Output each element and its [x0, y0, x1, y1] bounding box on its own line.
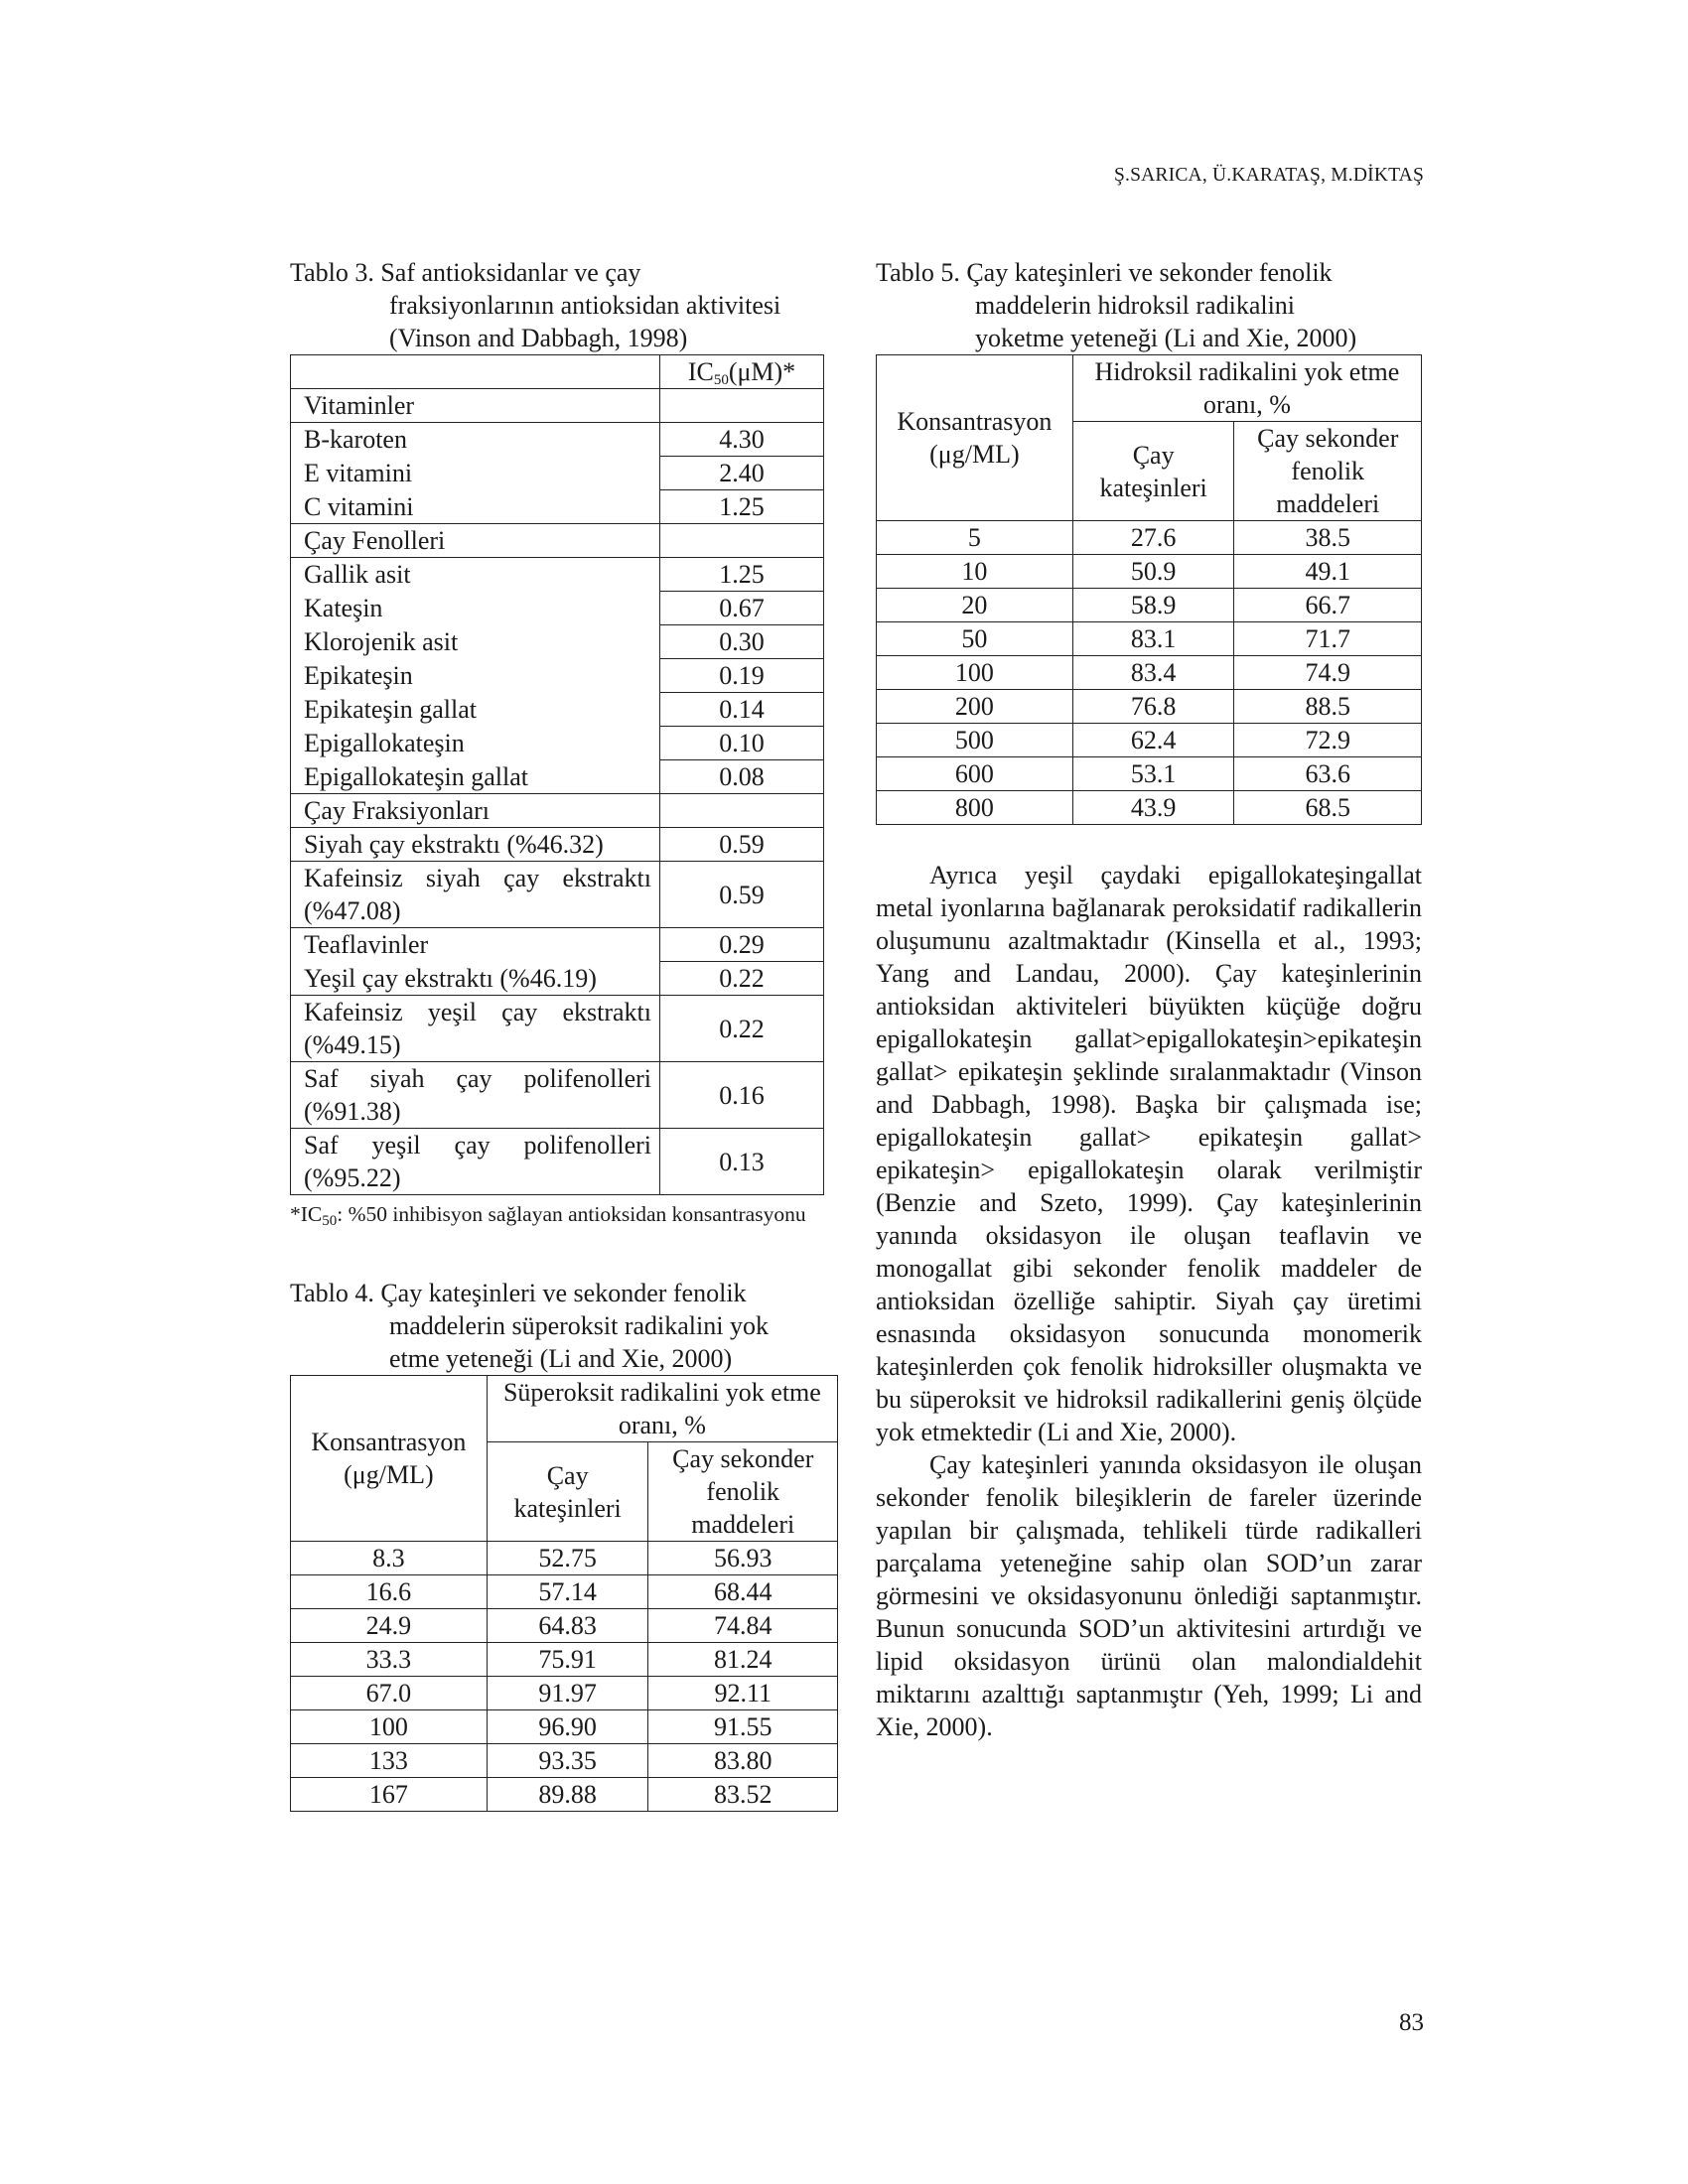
- table3-value-cell: 0.59: [660, 828, 824, 862]
- table3-value-cell: 0.59: [660, 862, 824, 928]
- table5-cell: 49.1: [1234, 555, 1422, 589]
- left-column: [290, 256, 826, 1812]
- table5-cell: 5: [877, 521, 1073, 555]
- table5-cell: 53.1: [1072, 757, 1234, 791]
- body-paragraph: Çay kateşinleri yanında oksidasyon ile oluşan sekonder fenolik bileşiklerin de fareler üzerinde yapılan bir çalışmada, tehlikeli türde radikalleri parçalama yeteneğine sahip olan SOD’un zarar görmesini ve oksidasyonunu önlediği saptanmıştır. Bunun sonucunda SOD’un aktivitesini artırdığı ve lipid oksidasyon ürünü olan malondialdehit miktarını azalttığı saptanmıştır (Yeh, 1999; Li and Xie, 2000).: [876, 1450, 1422, 1741]
- table4-row: [291, 1643, 838, 1677]
- table3-name-cell: Epigallokateşin: [291, 727, 660, 760]
- table5-row: [877, 521, 1422, 555]
- table5-cell: 38.5: [1234, 521, 1422, 555]
- table3-value-cell: 0.08: [660, 760, 824, 794]
- table3-row: [291, 659, 824, 693]
- table3-row: [291, 693, 824, 727]
- table3-name-cell: Yeşil çay ekstraktı (%46.19): [291, 962, 660, 996]
- table4-row: [291, 1778, 838, 1812]
- table3-group-row: [291, 794, 824, 828]
- table3-row: [291, 625, 824, 659]
- table3-value-cell: 1.25: [660, 558, 824, 592]
- table4-cell: 100: [291, 1710, 488, 1744]
- table3-name-cell: Kafeinsiz siyah çay ekstraktı (%47.08): [291, 862, 660, 928]
- table5-cell: 100: [877, 656, 1073, 690]
- table3-value-cell: 0.22: [660, 962, 824, 996]
- table4-phenolic-header: Çay sekonder fenolik maddeleri: [648, 1442, 838, 1542]
- table3-row: [291, 1062, 824, 1129]
- table5-row: [877, 690, 1422, 724]
- table4-row: [291, 1542, 838, 1575]
- table5-cell: 63.6: [1234, 757, 1422, 791]
- table3-row: [291, 727, 824, 760]
- table3-value-cell: 0.16: [660, 1062, 824, 1129]
- table5-row: [877, 622, 1422, 656]
- table3-value-cell: 0.10: [660, 727, 824, 760]
- table3-header-empty: [291, 355, 660, 389]
- table3-row: [291, 828, 824, 862]
- table3-value-cell: 0.30: [660, 625, 824, 659]
- table5-row: [877, 757, 1422, 791]
- table4-row: [291, 1609, 838, 1643]
- table4-cell: 57.14: [487, 1575, 648, 1609]
- table3-value-cell: [660, 524, 824, 558]
- table3-value-cell: 4.30: [660, 423, 824, 457]
- table4-cell: 24.9: [291, 1609, 488, 1643]
- table4-cell: 83.80: [648, 1744, 838, 1778]
- table4-cell: 81.24: [648, 1643, 838, 1677]
- table3-col-header: $IC_{50}(\mu M)*$: [660, 355, 824, 389]
- table3-row: [291, 862, 824, 928]
- table3-row: [291, 490, 824, 524]
- table5-cell: 800: [877, 791, 1073, 825]
- table4-cell: 75.91: [487, 1643, 648, 1677]
- table4-cell: 8.3: [291, 1542, 488, 1575]
- table5-cell: 68.5: [1234, 791, 1422, 825]
- table3: [290, 354, 824, 1195]
- table5: [876, 354, 1422, 825]
- table5-row: [877, 791, 1422, 825]
- table5-cell: 58.9: [1072, 589, 1234, 622]
- table4-cell: 91.55: [648, 1710, 838, 1744]
- table4-cell: 167: [291, 1778, 488, 1812]
- table4-cell: 74.84: [648, 1609, 838, 1643]
- table3-row: [291, 423, 824, 457]
- table4-cell: 68.44: [648, 1575, 838, 1609]
- table3-value-cell: 2.40: [660, 457, 824, 490]
- table4-row: [291, 1677, 838, 1710]
- table5-row: [877, 724, 1422, 757]
- table5-cell: 43.9: [1072, 791, 1234, 825]
- table5-caption-line: Tablo 5. Çay kateşinleri ve sekonder fenolik: [876, 258, 1333, 287]
- table3-row: [291, 996, 824, 1062]
- table3-name-cell: C vitamini: [291, 490, 660, 524]
- table5-cell: 20: [877, 589, 1073, 622]
- table3-row: [291, 962, 824, 996]
- table5-cell: 83.1: [1072, 622, 1234, 656]
- table3-value-cell: 1.25: [660, 490, 824, 524]
- table3-name-cell: Saf yeşil çay polifenolleri (%95.22): [291, 1129, 660, 1195]
- right-column: [876, 256, 1422, 1743]
- table3-name-cell: Epikateşin gallat: [291, 693, 660, 727]
- table5-caption-line: yoketme yeteneği (Li and Xie, 2000): [975, 324, 1357, 352]
- table4-cell: 96.90: [487, 1710, 648, 1744]
- table5-catechin-header: Çay kateşinleri: [1072, 422, 1234, 521]
- table3-name-cell: E vitamini: [291, 457, 660, 490]
- table4-cell: 64.83: [487, 1609, 648, 1643]
- table4-cell: 89.88: [487, 1778, 648, 1812]
- table5-row: [877, 589, 1422, 622]
- table5-caption: [876, 256, 1422, 354]
- table4-cell: 33.3: [291, 1643, 488, 1677]
- table4-caption-line: etme yeteneği (Li and Xie, 2000): [389, 1344, 733, 1373]
- table3-row: [291, 558, 824, 592]
- table5-cell: 10: [877, 555, 1073, 589]
- table5-cell: 72.9: [1234, 724, 1422, 757]
- table3-name-cell: Saf siyah çay polifenolleri (%91.38): [291, 1062, 660, 1129]
- body-paragraph: Ayrıca yeşil çaydaki epigallokateşingallat metal iyonlarına bağlanarak peroksidatif radikallerin oluşumunu azaltmaktadır (Kinsella et al., 1993; Yang and Landau, 2000). Çay kateşinlerinin antioksidan aktiviteleri büyükten küçüğe doğru epigallokateşin gallat>epigallokateşin>epikateşin gallat> epikateşin şeklinde sıralanmaktadır (Vinson and Dabbagh, 1998). Başka bir çalışmada ise; epigallokateşin gallat> epikateşin gallat> epikateşin> epigallokateşin olarak verilmiştir (Benzie and Szeto, 1999). Çay kateşinlerinin yanında oksidasyon ile oluşan teaflavin ve monogallat gibi sekonder fenolik maddeler de antioksidan özelliğe sahiptir. Siyah çay üretimi esnasında oksidasyon sonucunda monomerik kateşinlerden çok fenolik hidroksiller oluşmakta ve bu süperoksit ve hidroksil radikallerini geniş ölçüde yok etmektedir (Li and Xie, 2000).: [876, 861, 1422, 1446]
- table4-caption: [290, 1277, 826, 1375]
- table5-cell: 62.4: [1072, 724, 1234, 757]
- table3-group-row: [291, 389, 824, 423]
- table4-cell: 93.35: [487, 1744, 648, 1778]
- table4: [290, 1375, 838, 1812]
- table3-value-cell: [660, 389, 824, 423]
- table4-row: [291, 1575, 838, 1609]
- table4-caption-line: Tablo 4. Çay kateşinleri ve sekonder fenolik: [290, 1279, 747, 1307]
- table4-caption-line: maddelerin süperoksit radikalini yok: [389, 1311, 769, 1340]
- table4-catechin-header: Çay kateşinleri: [487, 1442, 648, 1542]
- table4-group-header: Süperoksit radikalini yok etme oranı, %: [487, 1376, 837, 1442]
- table5-cell: 66.7: [1234, 589, 1422, 622]
- table3-value-cell: 0.22: [660, 996, 824, 1062]
- table3-caption-line: fraksiyonlarının antioksidan aktivitesi: [389, 291, 781, 320]
- table4-concentration-header: Konsantrasyon (μg/ML): [291, 1376, 488, 1542]
- table5-cell: 83.4: [1072, 656, 1234, 690]
- table5-cell: 50.9: [1072, 555, 1234, 589]
- table5-cell: 71.7: [1234, 622, 1422, 656]
- table3-value-cell: 0.29: [660, 928, 824, 962]
- table3-name-cell: Çay Fraksiyonları: [291, 794, 660, 828]
- table3-row: [291, 592, 824, 625]
- table5-cell: 27.6: [1072, 521, 1234, 555]
- table3-row: [291, 760, 824, 794]
- table3-name-cell: Vitaminler: [291, 389, 660, 423]
- table3-name-cell: Kafeinsiz yeşil çay ekstraktı (%49.15): [291, 996, 660, 1062]
- table5-row: [877, 555, 1422, 589]
- table5-cell: 200: [877, 690, 1073, 724]
- table3-footnote: $*IC_{50}$: %50 inhibisyon sağlayan antioksidan konsantrasyonu: [290, 1202, 806, 1229]
- table3-name-cell: Gallik asit: [291, 558, 660, 592]
- table4-cell: 16.6: [291, 1575, 488, 1609]
- table3-group-row: [291, 524, 824, 558]
- table4-cell: 133: [291, 1744, 488, 1778]
- table3-name-cell: Klorojenik asit: [291, 625, 660, 659]
- table4-row: [291, 1744, 838, 1778]
- running-header: Ş.SARICA, Ü.KARATAŞ, M.DİKTAŞ: [1113, 165, 1424, 186]
- table3-name-cell: Siyah çay ekstraktı (%46.32): [291, 828, 660, 862]
- table3-name-cell: Epikateşin: [291, 659, 660, 693]
- table5-group-header: Hidroksil radikalini yok etme oranı, %: [1072, 355, 1421, 422]
- table5-row: [877, 656, 1422, 690]
- table4-cell: 83.52: [648, 1778, 838, 1812]
- table3-name-cell: Teaflavinler: [291, 928, 660, 962]
- table3-value-cell: 0.19: [660, 659, 824, 693]
- table5-concentration-header: Konsantrasyon (μg/ML): [877, 355, 1073, 521]
- body-text: [876, 859, 1422, 1743]
- table3-row: [291, 928, 824, 962]
- table3-value-cell: 0.14: [660, 693, 824, 727]
- table3-name-cell: Çay Fenolleri: [291, 524, 660, 558]
- table4-cell: 91.97: [487, 1677, 648, 1710]
- table5-phenolic-header: Çay sekonder fenolik maddeleri: [1234, 422, 1422, 521]
- page-number: 83: [1399, 2009, 1424, 2036]
- table5-caption-line: maddelerin hidroksil radikalini: [975, 291, 1296, 320]
- table4-cell: 52.75: [487, 1542, 648, 1575]
- table5-cell: 88.5: [1234, 690, 1422, 724]
- table4-row: [291, 1710, 838, 1744]
- table3-row: [291, 457, 824, 490]
- table3-caption-line: Tablo 3. Saf antioksidanlar ve çay: [290, 258, 641, 287]
- table3-row: [291, 1129, 824, 1195]
- table4-cell: 92.11: [648, 1677, 838, 1710]
- table3-value-cell: [660, 794, 824, 828]
- table3-value-cell: 0.13: [660, 1129, 824, 1195]
- table3-value-cell: 0.67: [660, 592, 824, 625]
- table3-name-cell: Kateşin: [291, 592, 660, 625]
- table5-cell: 500: [877, 724, 1073, 757]
- table5-cell: 50: [877, 622, 1073, 656]
- table3-name-cell: B-karoten: [291, 423, 660, 457]
- table4-cell: 67.0: [291, 1677, 488, 1710]
- table3-caption: [290, 256, 826, 354]
- table5-cell: 600: [877, 757, 1073, 791]
- table3-name-cell: Epigallokateşin gallat: [291, 760, 660, 794]
- table3-caption-line: (Vinson and Dabbagh, 1998): [389, 324, 688, 352]
- table5-cell: 76.8: [1072, 690, 1234, 724]
- table3-header-row: [291, 355, 824, 389]
- table4-cell: 56.93: [648, 1542, 838, 1575]
- table5-cell: 74.9: [1234, 656, 1422, 690]
